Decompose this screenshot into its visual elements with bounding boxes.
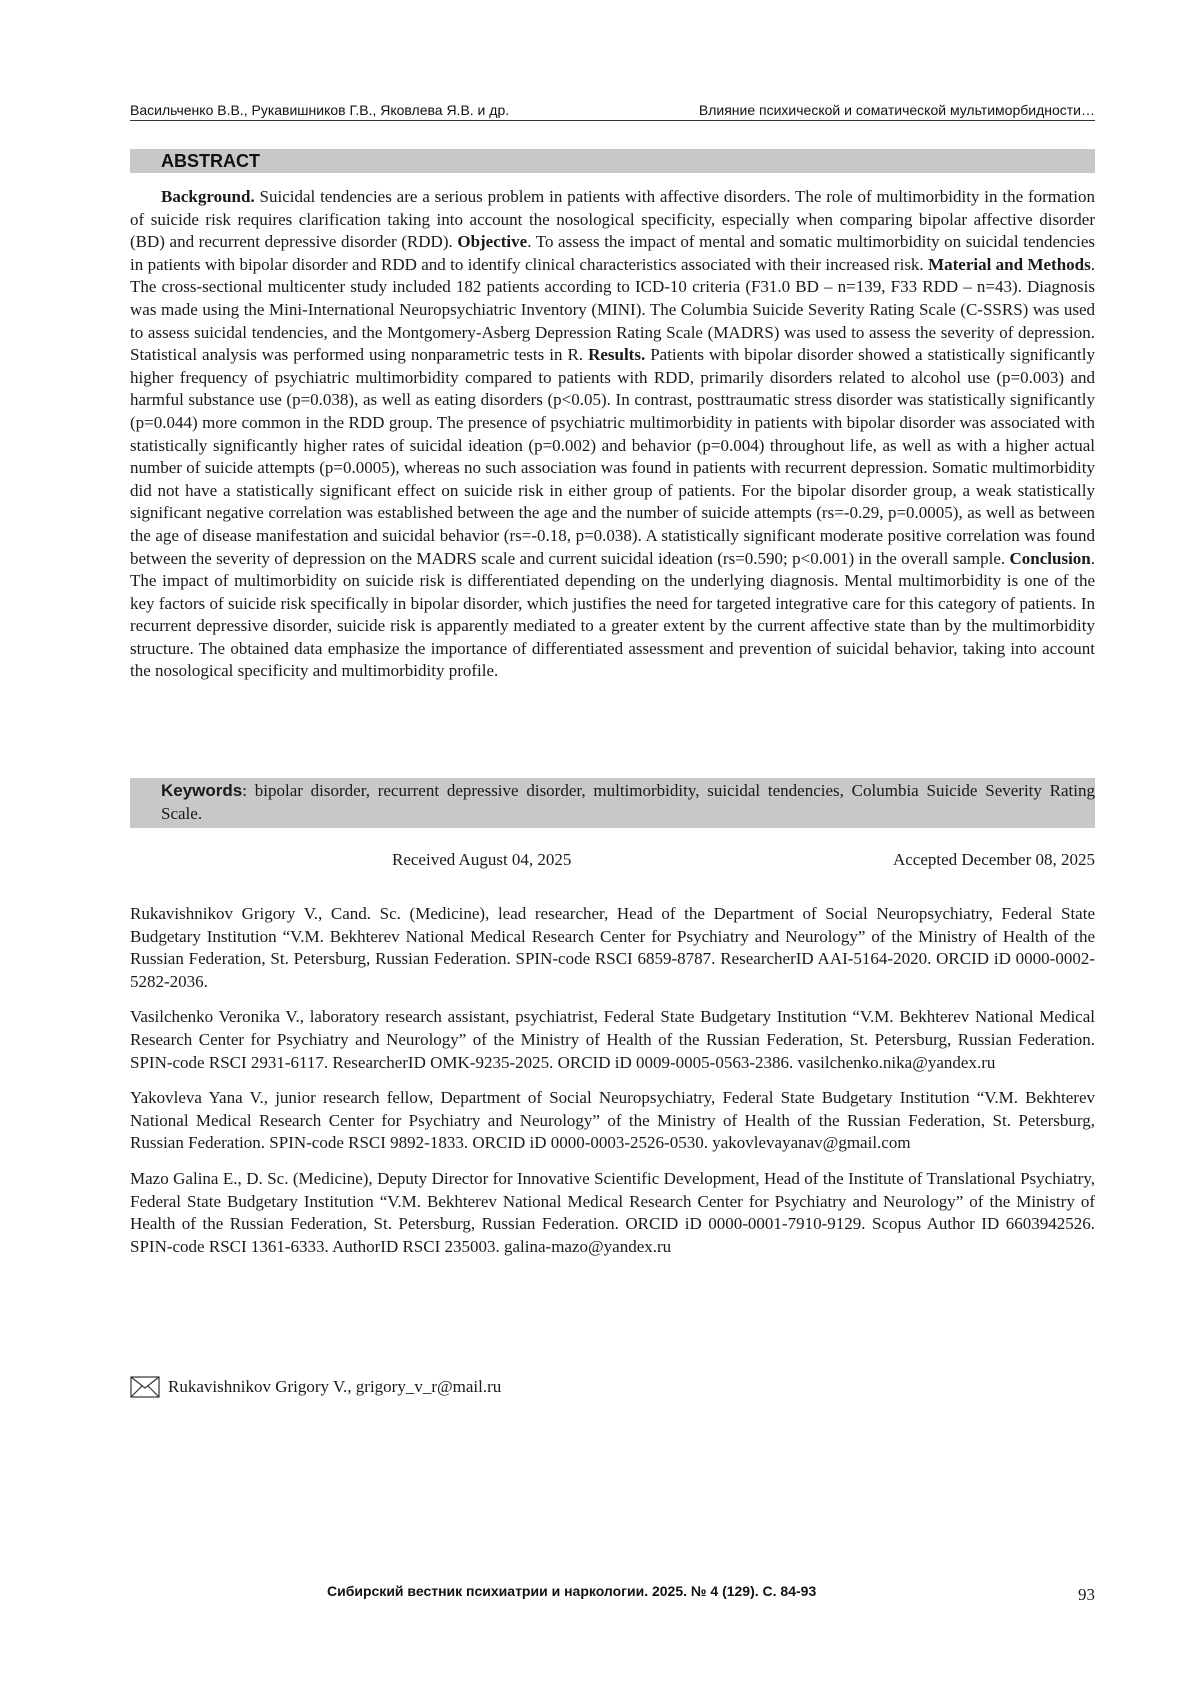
abstract-heading: ABSTRACT	[130, 149, 1095, 173]
contact-text[interactable]: Rukavishnikov Grigory V., grigory_v_r@mail.ru	[168, 1377, 502, 1396]
conclusion-label: Conclusion	[1009, 548, 1091, 568]
accepted-date: Accepted December 08, 2025	[892, 850, 1095, 869]
conclusion-text: . The impact of multimorbidity on suicide risk is differentiated depending on the underlying diagnosis. Mental multimorbidity is one of the key factors of suicide risk specifically in bipolar disorder, which justifies the need for targeted integrative care for this category of patients. In recurrent depressive disorder, suicide risk is apparently mediated to a greater extent by the current affective state than by the multimorbidity structure. The obtained data emphasize the importance of differentiated assessment and prevention of suicidal behavior, taking into account the nosological specificity and multimorbidity profile.	[130, 548, 1095, 681]
keywords-label: Keywords	[161, 781, 243, 800]
header-authors: Васильченко В.В., Рукавишников Г.В., Яковлева Я.В. и др.	[130, 102, 510, 118]
methods-label: Material and Methods	[928, 254, 1091, 274]
running-header	[130, 102, 1095, 121]
header-title: Влияние психической и соматической мультиморбидности…	[698, 102, 1095, 118]
page-number: 93	[1078, 1585, 1095, 1604]
objective-text: . To assess the impact of mental and somatic multimorbidity on suicidal tendencies in patients with bipolar disorder and RDD and to identify clinical characteristics associated with their increased risk.	[130, 232, 1096, 274]
results-label: Results.	[588, 345, 646, 365]
received-date: Received August 04, 2025	[392, 850, 572, 869]
objective-label: Objective	[457, 232, 528, 252]
journal-citation: Сибирский вестник психиатрии и наркологии. 2025. № 4 (129). С. 84-93	[327, 1583, 817, 1599]
author-vasilchenko: Vasilchenko Veronika V., laboratory research assistant, psychiatrist, Federal State Budgetary Institution “V.M. Bekhterev National Medical Research Center for Psychiatry and Neurology” of the Ministry of Health of the Russian Federation, St. Petersburg, Russian Federation. SPIN-code RSCI 2931-6117. ResearcherID OMK-9235-2025. ORCID iD 0009-0005-0563-2386. vasilchenko.nika@yandex.ru	[130, 1007, 1095, 1072]
background-text: Suicidal tendencies are a serious problem in patients with affective disorders. The role of multimorbidity in the formation of suicide risk requires clarification taking into account the nosological specificity, especially when comparing bipolar affective disorder (BD) and recurrent depressive disorder (RDD).	[130, 187, 1095, 252]
envelope-icon	[130, 1376, 160, 1398]
results-text: Patients with bipolar disorder showed a statistically significantly higher frequency of psychiatric multimorbidity compared to patients with RDD, primarily disorders related to alcohol use (p=0.003) and harmful substance use (p=0.038), as well as eating disorders (p<0.05). In contrast, posttraumatic stress disorder was statistically significantly (p=0.044) more common in the RDD group. The presence of psychiatric multimorbidity in patients with bipolar disorder was associated with statistically significantly higher rates of suicidal ideation (p=0.002) and behavior (p=0.004) throughout life, as well as with a higher actual number of suicide attempts (p=0.0005), whereas no such association was found in patients with recurrent depression. Somatic multimorbidity did not have a statistically significant effect on suicide risk in either group of patients. For the bipolar disorder group, a weak statistically significant negative correlation was established between the age and the number of suicide attempts (rs=-0.29, p=0.0005), as well as between the age of disease manifestation and suicidal behavior (rs=-0.18, p=0.038). A statistically significant moderate positive correlation was found between the severity of depression on the MADRS scale and current suicidal ideation (rs=0.590; p<0.001) in the overall sample.	[130, 345, 1095, 568]
methods-text: . The cross-sectional multicenter study included 182 patients according to ICD-10 criteria (F31.0 BD – n=139, F33 RDD – n=43). Diagnosis was made using the Mini-International Neuropsychiatric Inventory (MINI). The Columbia Suicide Severity Rating Scale (C-SSRS) was used to assess suicidal tendencies, and the Montgomery-Asberg Depression Rating Scale (MADRS) was used to assess the severity of depression. Statistical analysis was performed using nonparametric tests in R.	[130, 254, 1095, 365]
author-info	[130, 903, 1095, 1271]
background-label: Background.	[161, 187, 255, 206]
author-yakovleva: Yakovleva Yana V., junior research fellow, Department of Social Neuropsychiatry, Federal State Budgetary Institution “V.M. Bekhterev National Medical Research Center for Psychiatry and Neurology” of the Ministry of Health of the Russian Federation, St. Petersburg, Russian Federation. SPIN-code RSCI 9892-1833. ORCID iD 0000-0003-2526-0530. yakovlevayanav@gmail.com	[130, 1088, 1095, 1153]
author-mazo: Mazo Galina E., D. Sc. (Medicine), Deputy Director for Innovative Scientific Development, Head of the Institute of Translational Psychiatry, Federal State Budgetary Institution “V.M. Bekhterev National Medical Research Center for Psychiatry and Neurology” of the Ministry of Health of the Russian Federation, St. Petersburg, Russian Federation. ORCID iD 0000-0001-7910-9129. Scopus Author ID 6603942526. SPIN-code RSCI 1361-6333. AuthorID RSCI 235003. galina-mazo@yandex.ru	[130, 1168, 1095, 1256]
abstract-text	[130, 186, 1095, 683]
author-rukavishnikov: Rukavishnikov Grigory V., Cand. Sc. (Medicine), lead researcher, Head of the Department of Social Neuropsychiatry, Federal State Budgetary Institution “V.M. Bekhterev National Medical Research Center for Psychiatry and Neurology” of the Ministry of Health of the Russian Federation, St. Petersburg, Russian Federation. SPIN-code RSCI 6859-8787. ResearcherID AAI-5164-2020. ORCID iD 0000-0002-5282-2036.	[130, 904, 1095, 991]
keywords-text: : bipolar disorder, recurrent depressive disorder, multimorbidity, suicidal tendencies, Columbia Suicide Severity Rating Scale.	[161, 781, 1095, 823]
corresponding-author	[130, 1376, 1095, 1398]
keywords-block	[130, 778, 1095, 828]
page-footer	[130, 1583, 1095, 1607]
